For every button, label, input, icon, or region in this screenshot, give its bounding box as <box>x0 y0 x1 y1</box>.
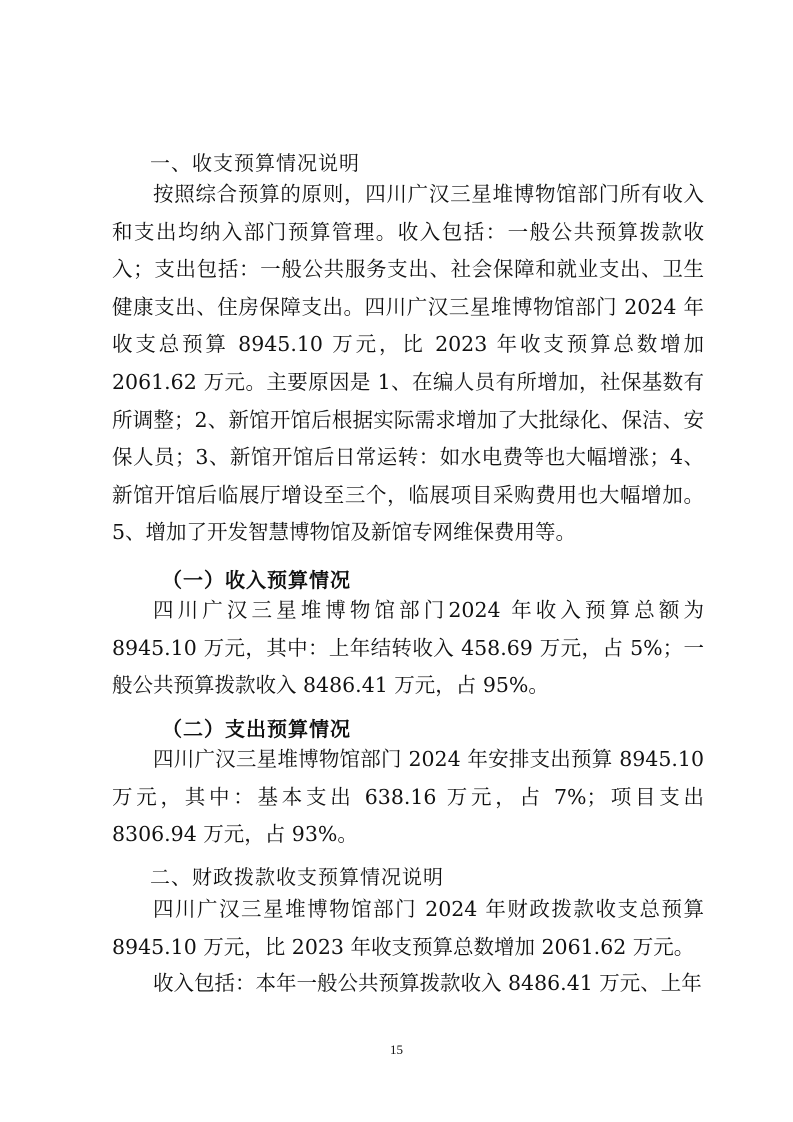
page-number: 15 <box>390 1042 403 1057</box>
section-heading-1: 一、收支预算情况说明 <box>150 151 360 175</box>
subsection-heading-income: （一）收入预算情况 <box>162 568 351 592</box>
section-2-paragraph-1: 四川广汉三星堆博物馆部门 2024 年财政拨款收支总预算 8945.10 万元，比 2023 年收支预算总数增加 2061.62 万元。 <box>112 897 704 959</box>
section-heading-2: 二、财政拨款收支预算情况说明 <box>150 865 444 889</box>
section-1-paragraph: 按照综合预算的原则，四川广汉三星堆博物馆部门所有收入和支出均纳入部门预算管理。收入包括：一般公共预算拨款收入；支出包括：一般公共服务支出、社会保障和就业支出、卫生健康支出、住房保障支出。四川广汉三星堆博物馆部门 2024 年收支总预算 8945.10 万元，比 2023 年收支预算总数增加 2061.62 万元。主要原因是 1、在编人员有所增加，社保基数有所调整；2、新馆开馆后根据实际需求增加了大批绿化、保洁、安保人员；3、新馆开馆后日常运转：如水电费等也大幅增涨；4、新馆开馆后临展厅增设至三个，临展项目采购费用也大幅增加。5、增加了开发智慧博物馆及新馆专网维保费用等。 <box>112 182 704 545</box>
expenditure-paragraph: 四川广汉三星堆博物馆部门 2024 年安排支出预算 8945.10 万元，其中：基本支出 638.16 万元，占 7%；项目支出 8306.94 万元，占 93%。 <box>112 747 704 847</box>
income-paragraph: 四川广汉三星堆博物馆部门2024 年收入预算总额为 8945.10 万元，其中：上年结转收入 458.69 万元，占 5%；一般公共预算拨款收入 8486.41 万元，占 95%。 <box>112 598 704 698</box>
subsection-heading-expenditure: （二）支出预算情况 <box>162 717 351 741</box>
section-2-paragraph-2: 收入包括：本年一般公共预算拨款收入 8486.41 万元、上年 <box>153 971 702 995</box>
